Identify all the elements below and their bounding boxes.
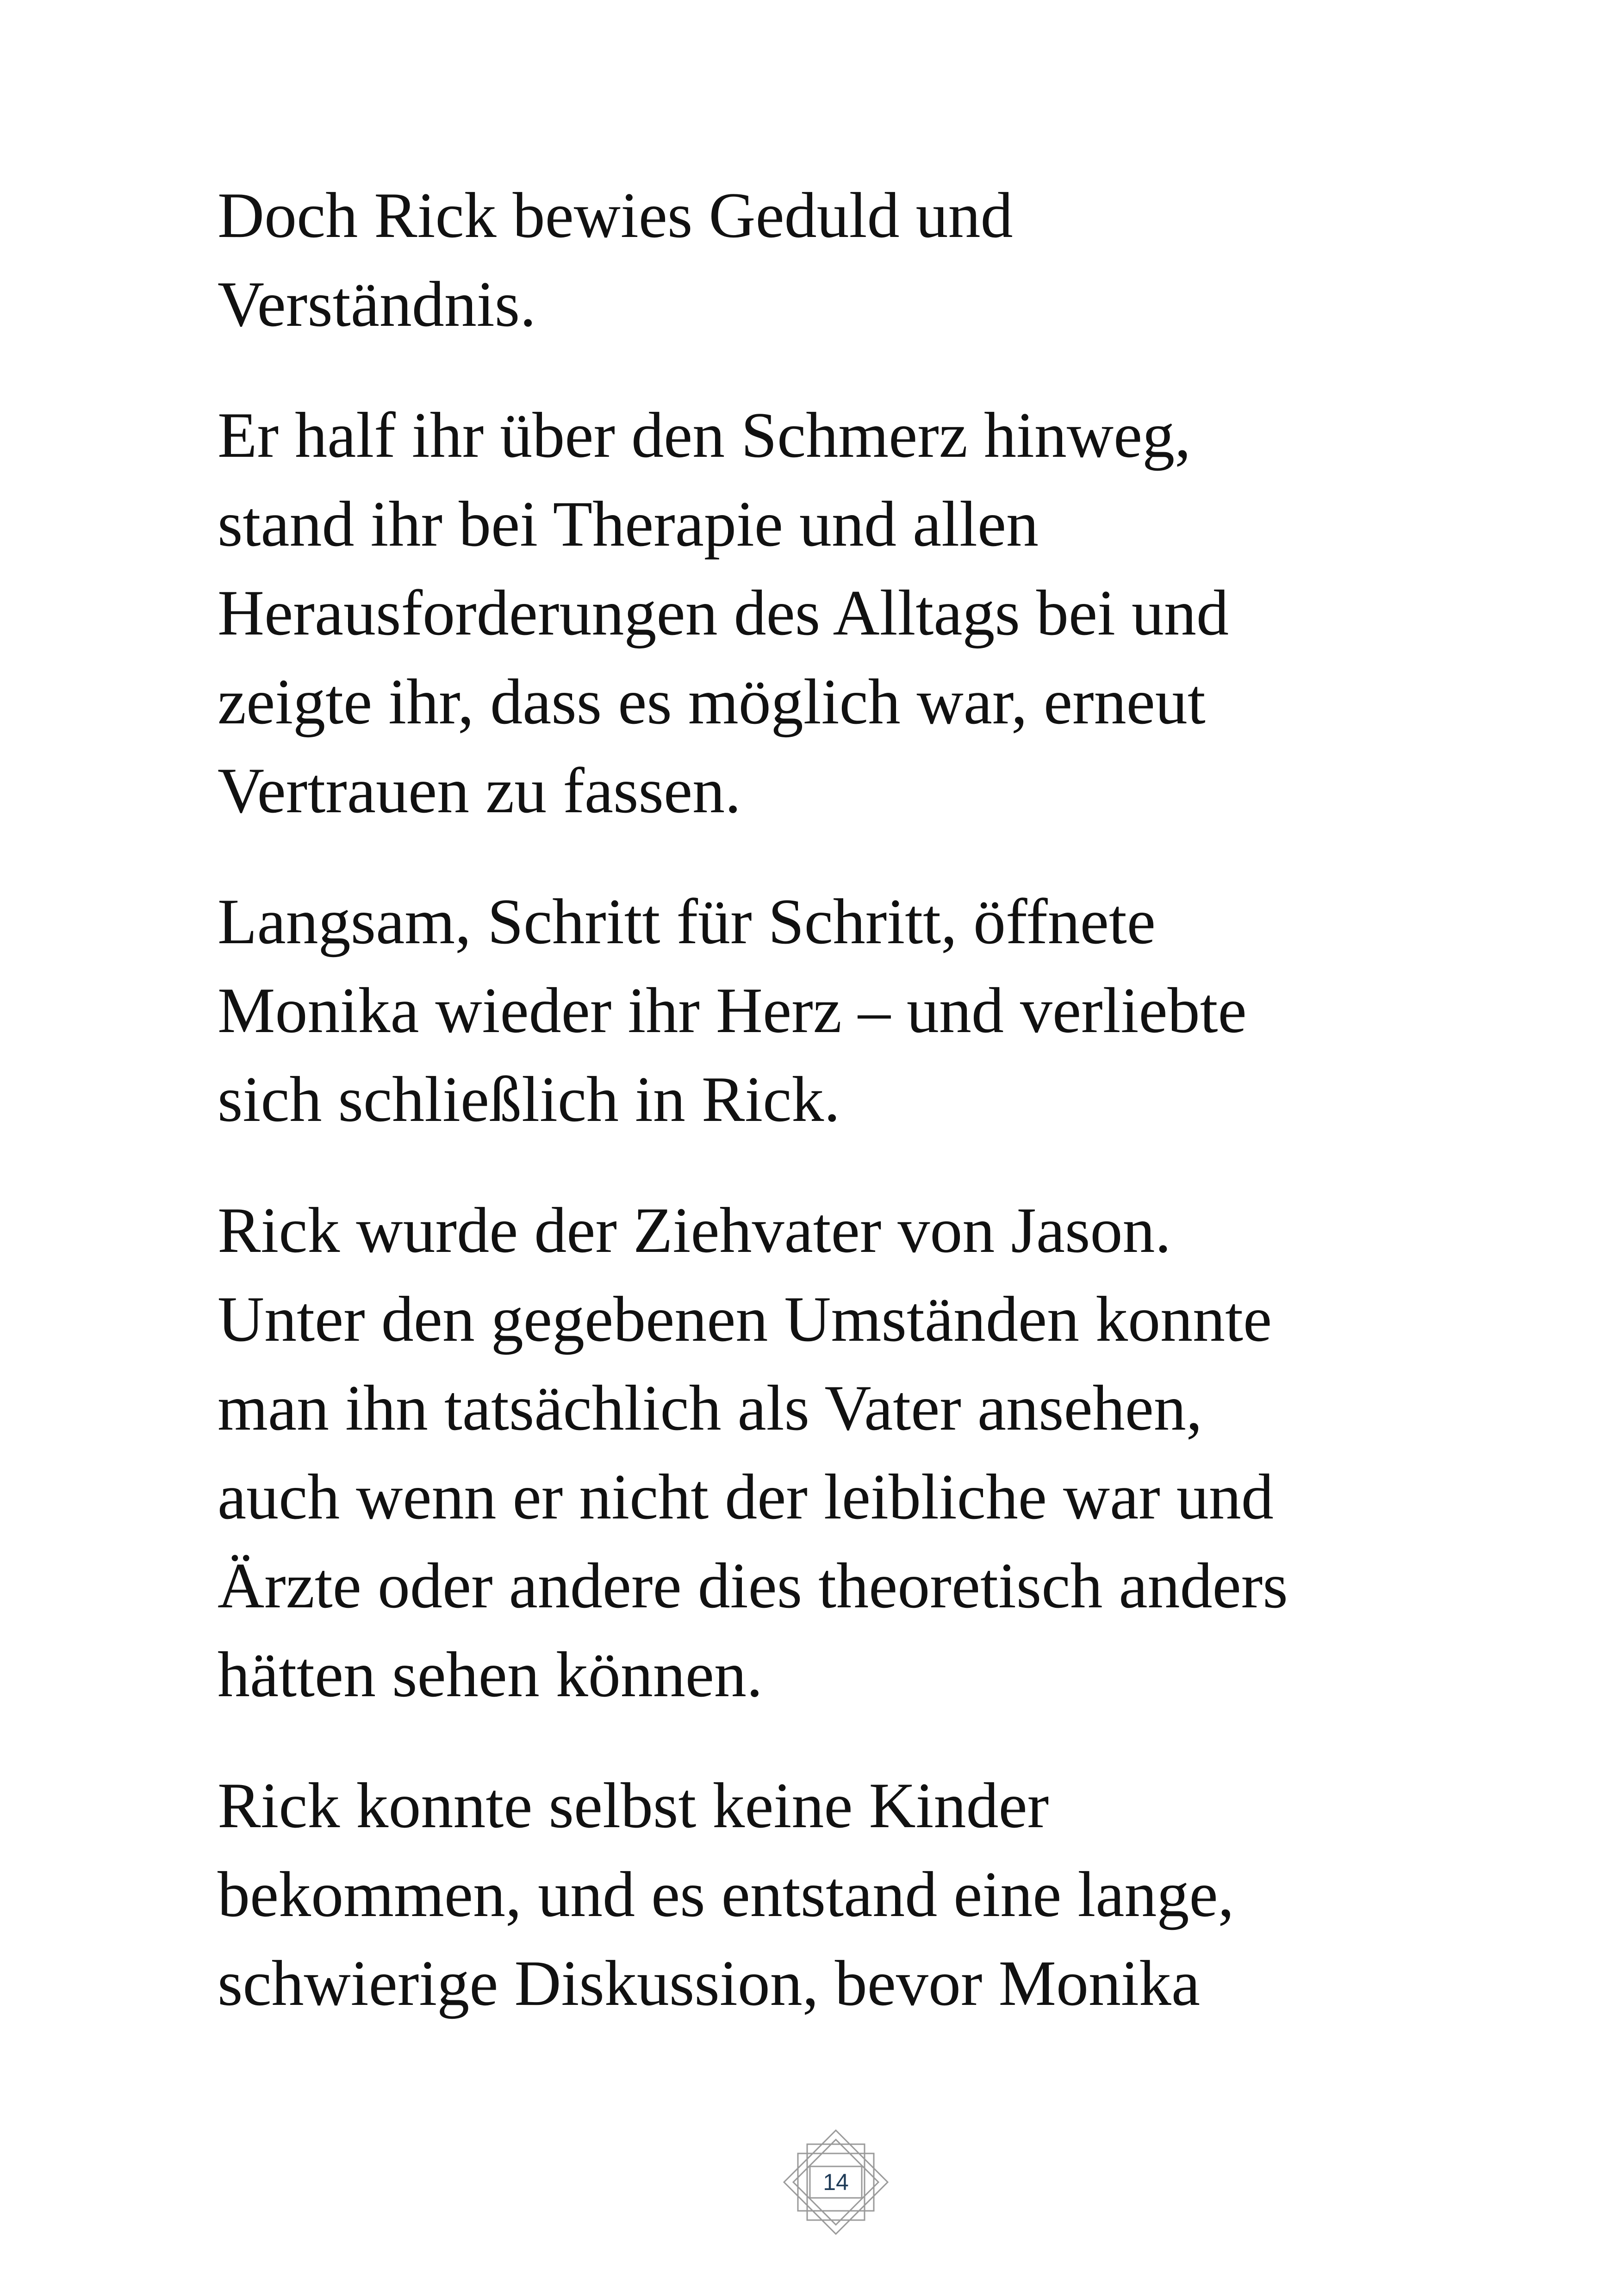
text-line: Langsam, Schritt für Schritt, öffnete	[218, 886, 1156, 958]
text-line: auch wenn er nicht der leibliche war und	[218, 1461, 1274, 1533]
paragraph-5	[218, 1761, 1467, 2028]
text-line: Rick wurde der Ziehvater von Jason.	[218, 1195, 1171, 1266]
paragraph-2	[218, 391, 1467, 835]
paragraph-1	[218, 171, 1467, 349]
text-line: bekommen, und es entstand eine lange,	[218, 1859, 1234, 1930]
text-line: Ärzte oder andere dies theoretisch anders	[218, 1550, 1288, 1622]
text-line: Unter den gegebenen Umständen konnte	[218, 1283, 1272, 1355]
body-text	[218, 171, 1467, 2070]
text-line: Doch Rick bewies Geduld und	[218, 180, 1013, 251]
text-line: zeigte ihr, dass es möglich war, erneut	[218, 666, 1206, 738]
text-line: Herausforderungen des Alltags bei und	[218, 577, 1229, 649]
page-number: 14	[823, 2169, 849, 2195]
text-line: schwierige Diskussion, bevor Monika	[218, 1948, 1201, 2019]
text-line: Er half ihr über den Schmerz hinweg,	[218, 399, 1191, 471]
text-line: Vertrauen zu fassen.	[218, 755, 741, 827]
text-line: Monika wieder ihr Herz – und verliebte	[218, 975, 1247, 1046]
text-line: stand ihr bei Therapie und allen	[218, 488, 1039, 560]
text-line: hätten sehen können.	[218, 1639, 763, 1711]
text-line: Rick konnte selbst keine Kinder	[218, 1770, 1049, 1842]
paragraph-4	[218, 1186, 1467, 1719]
text-line: Verständnis.	[218, 268, 536, 340]
paragraph-3	[218, 877, 1467, 1144]
text-line: sich schließlich in Rick.	[218, 1064, 840, 1135]
text-line: man ihn tatsächlich als Vater ansehen,	[218, 1372, 1202, 1444]
